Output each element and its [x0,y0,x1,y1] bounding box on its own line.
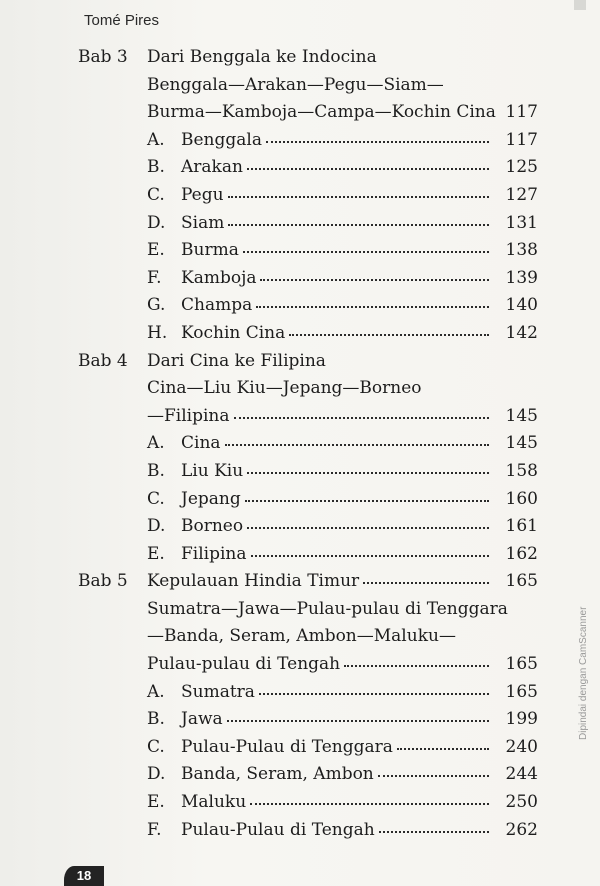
chapter-subtitle: Burma—Kamboja—Campa—Kochin Cina [147,102,496,123]
toc-item-row [78,127,538,155]
toc-entry [147,458,493,486]
dot-leader [228,182,489,198]
item-label: Cina [181,433,221,454]
item-label: Pegu [181,184,224,205]
item-letter: C. [147,184,165,205]
toc-entry [147,679,493,707]
chapter-subtitle-row [78,403,538,431]
dot-leader [260,265,489,281]
item-label: Sumatra [181,681,255,702]
toc-entry [147,154,493,182]
page-number: 262 [505,819,538,840]
toc-entry [147,651,493,679]
chapter-label: Bab 5 [78,571,128,592]
item-label: Filipina [181,543,247,564]
toc-entry [147,568,493,596]
dot-leader [228,210,489,226]
scanner-watermark: Dipindai dengan CamScanner [578,606,589,740]
page-number: 165 [505,571,538,592]
chapter-label: Bab 4 [78,350,128,371]
dot-leader [344,651,489,667]
toc-entry [147,403,493,431]
chapter-subtitle: Pulau-pulau di Tengah [147,654,341,675]
item-letter: B. [147,157,165,178]
toc-item-row [78,541,538,569]
toc-entry [147,789,493,817]
toc-entry [147,265,493,293]
dot-leader [234,403,489,419]
dot-leader [378,761,489,777]
item-label: Jepang [181,488,241,509]
page-number: 142 [505,322,538,343]
page-number: 117 [505,102,538,123]
dot-leader [250,789,489,805]
item-letter: C. [147,736,165,757]
dot-leader [379,817,489,833]
toc-entry [147,182,493,210]
toc-entry [147,706,493,734]
toc-entry [147,513,493,541]
chapter-subtitle-row [78,99,538,127]
chapter-subtitle: Cina—Liu Kiu—Jepang—Borneo [147,378,422,399]
page-number: 244 [505,764,538,785]
dot-leader [245,486,489,502]
toc-entry [147,430,493,458]
page-number: 145 [505,433,538,454]
item-letter: D. [147,516,166,537]
dot-leader [363,568,489,584]
item-label: Jawa [181,709,223,730]
page-number: 165 [505,654,538,675]
chapter-subtitle-row [78,72,538,100]
item-label: Pulau-Pulau di Tengah [181,819,375,840]
dot-leader [227,706,489,722]
item-letter: E. [147,240,165,261]
page-number: 250 [505,792,538,813]
toc-item-row [78,237,538,265]
chapter-label: Bab 3 [78,47,128,67]
item-label: Pulau-Pulau di Tenggara [181,736,393,757]
dot-leader [247,513,489,529]
page-number: 145 [505,405,538,426]
toc-entry [147,127,493,155]
chapter-row-bab3 [78,44,538,72]
toc-item-row [78,761,538,789]
chapter-title: Kepulauan Hindia Timur [147,571,360,592]
toc-item-row [78,458,538,486]
page-number: 240 [505,736,538,757]
item-letter: A. [147,433,165,454]
item-label: Champa [181,295,253,316]
toc-item-row [78,513,538,541]
chapter-row-bab4 [78,348,538,376]
page-number: 139 [505,267,538,288]
item-letter: H. [147,322,168,343]
table-of-contents [78,44,538,844]
item-label: Liu Kiu [181,460,244,481]
dot-leader [256,292,489,308]
item-label: Banda, Seram, Ambon [181,764,374,785]
toc-item-row [78,706,538,734]
item-letter: F. [147,819,162,840]
chapter-row-bab5 [78,568,538,596]
item-letter: C. [147,488,165,509]
toc-item-row [78,430,538,458]
page-corner [574,0,586,10]
item-label: Maluku [181,792,247,813]
item-letter: E. [147,543,165,564]
toc-item-row [78,154,538,182]
dot-leader [225,430,489,446]
chapter-subtitle: Benggala—Arakan—Pegu—Siam— [147,74,444,95]
item-letter: A. [147,129,165,150]
page-number: 161 [505,516,538,537]
toc-entry [147,541,493,569]
toc-item-row [78,679,538,707]
item-letter: E. [147,792,165,813]
item-label: Kochin Cina [181,322,286,343]
item-label: Borneo [181,516,244,537]
toc-item-row [78,210,538,238]
item-label: Arakan [181,157,243,178]
toc-entry [147,486,493,514]
item-letter: G. [147,295,166,316]
toc-item-row [78,734,538,762]
toc-entry [147,817,493,845]
toc-item-row [78,182,538,210]
dot-leader [259,679,489,695]
item-letter: F. [147,267,162,288]
item-label: Kamboja [181,267,257,288]
item-letter: B. [147,460,165,481]
dot-leader [247,458,489,474]
toc-entry [147,761,493,789]
toc-entry [147,237,493,265]
page-number: 131 [505,212,538,233]
toc-item-row [78,292,538,320]
toc-item-row [78,265,538,293]
dot-leader [397,734,489,750]
running-header-author: Tomé Pires [84,12,160,29]
dot-leader [251,541,489,557]
page-number: 199 [505,709,538,730]
item-letter: D. [147,764,166,785]
item-letter: B. [147,709,165,730]
dot-leader [243,237,489,253]
chapter-subtitle-row [78,651,538,679]
chapter-subtitle: Sumatra—Jawa—Pulau-pulau di Tenggara [147,598,508,619]
chapter-title: Dari Cina ke Filipina [147,350,326,371]
dot-leader [289,320,489,336]
chapter-subtitle-row [78,375,538,403]
toc-item-row [78,789,538,817]
page-number: 165 [505,681,538,702]
chapter-subtitle-row [78,623,538,651]
toc-item-row [78,486,538,514]
page-number: 162 [505,543,538,564]
footer-page-number: 18 [64,866,104,886]
item-label: Benggala [181,129,262,150]
toc-item-row [78,320,538,348]
page-number: 125 [505,157,538,178]
page-number: 140 [505,295,538,316]
page-number: 138 [505,240,538,261]
dot-leader [247,154,489,170]
chapter-subtitle: —Filipina [147,405,230,426]
page-number: 160 [505,488,538,509]
page-number: 127 [505,184,538,205]
dot-leader [266,127,489,143]
chapter-title: Dari Benggala ke Indocina [147,47,377,67]
item-letter: D. [147,212,166,233]
toc-entry [147,320,493,348]
chapter-subtitle: —Banda, Seram, Ambon—Maluku— [147,626,456,647]
page-number: 117 [505,129,538,150]
toc-entry [147,734,493,762]
chapter-subtitle-row [78,596,538,624]
item-label: Burma [181,240,239,261]
page-number: 158 [505,460,538,481]
toc-item-row [78,817,538,845]
toc-entry [147,210,493,238]
toc-entry [147,292,493,320]
item-label: Siam [181,212,225,233]
item-letter: A. [147,681,165,702]
